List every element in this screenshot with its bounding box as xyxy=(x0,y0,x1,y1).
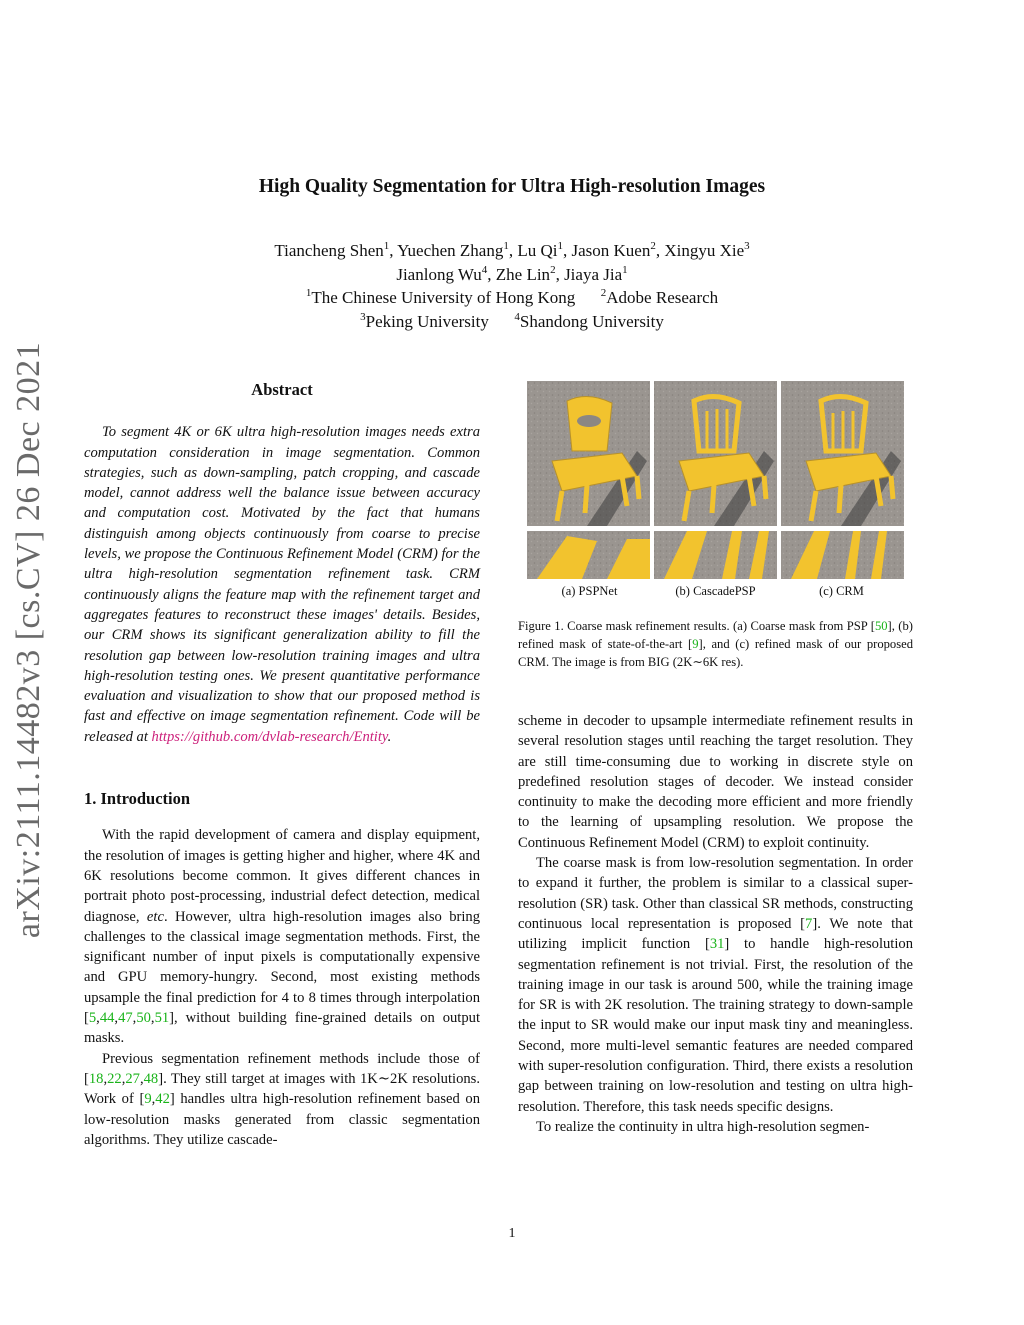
affiliation-name: Adobe Research xyxy=(606,288,719,307)
page-number: 1 xyxy=(508,1226,516,1241)
right-paragraph-1: scheme in decoder to upsample intermediate refinement results in several resolution stages until reaching the target resolution. They are still time-consuming due to working in discrete style on predefined resolution stages of decoder. We instead consider continuity to make the decoding more efficient and more friendly to the learning of upsampling resolution. We propose the Continuous Refinement Model (CRM) to exploit continuity. xyxy=(518,713,913,851)
image-pspnet xyxy=(527,381,650,526)
affiliation-name: Shandong University xyxy=(519,312,664,331)
author-line-2: Jianlong Wu$^4$, Zhe Lin$^2$, Jiaya Jia$^1$ xyxy=(396,264,628,284)
abstract-text: To segment 4K or 6K ultra high-resolution images needs extra computation consideration in image segmentation. Common strategies, such as down-sampling, patch cropping, and cascade model, cannot address well the balance issue between accuracy and computation cost. Motivated by the fact that humans distinguish among objects continuously from coarse to precise levels, we propose the Continuous Refinement Model (CRM) for the ultra high-resolution segmentation refinement task. CRM continuously aligns the feature map with the refinement target and aggregates features to reconstruct these images' details. Besides, our CRM shows its significant generalization ability to fill the resolution gap between low-resolution training images and ultra high-resolution testing ones. We present quantitative performance evaluation and visualization to show that our proposed method is fast and effective on image segmentation refinement. Code will be released at https://github.com/dvlab-research/Entity. xyxy=(84,424,480,745)
affiliation-line-1 xyxy=(0,288,1024,308)
author-name: Zhe Lin xyxy=(495,265,551,284)
citation[interactable]: 42 xyxy=(155,1091,170,1108)
right-paragraph-3: To realize the continuity in ultra high-resolution segmen- xyxy=(536,1118,870,1135)
author-line-1: Tiancheng Shen$^1$, Yuechen Zhang$^1$, Lu Qi$^1$, Jason Kuen$^2$, Xingyu Xie$^3$ xyxy=(274,240,750,260)
citation[interactable]: 5 xyxy=(88,1010,97,1027)
citation[interactable]: 47 xyxy=(118,1010,133,1027)
affiliation-name: The Chinese University of Hong Kong xyxy=(311,288,576,307)
author-name: Jianlong Wu xyxy=(396,265,482,284)
code-link[interactable]: https://github.com/dvlab-research/Entity xyxy=(151,728,388,745)
right-column xyxy=(518,711,913,1137)
figure-caption: Figure 1. Coarse mask refinement results. (a) Coarse mask from PSP [50], (b) refined mask of state-of-the-art [9], and (c) refined mask of our proposed CRM. The image is from BIG (2K∼6K res). xyxy=(518,619,914,669)
citation[interactable]: 9 xyxy=(144,1091,152,1108)
author-affil-mark: 1 xyxy=(557,240,563,252)
figure-1-images xyxy=(527,381,904,581)
figure-label-b: (b) CascadePSP xyxy=(675,584,756,598)
citation[interactable]: 18 xyxy=(88,1070,104,1087)
intro-paragraph-1: With the rapid development of camera and display equipment, the resolution of images is getting higher and higher, where 4K and 6K resolutions become common. It gives different chances in portrait photo post-processing, industrial defect detection, medical diagnose, etc. However, ultra high-resolution images also bring challenges to the classical image segmentation methods. First, the significant number of input pixels is computationally expensive and GPU memory-hungry. Second, most existing methods upsample the final prediction for 4 to 8 times through interpolation [5,44,47,50,51], without building fine-grained details on output masks. xyxy=(84,827,480,1047)
intro-paragraph-2: Previous segmentation refinement methods include those of [18,22,27,48]. They still target at images with 1K∼2K resolutions. Work of [9,42] handles ultra high-resolution refinement based on low-resolution masks generated from classic segmentation algorithms. They utilize cascade- xyxy=(84,1050,480,1148)
author-name: Xingyu Xie xyxy=(664,241,745,260)
image-crm xyxy=(781,381,904,526)
author-affil-mark: 1 xyxy=(383,240,390,252)
section-heading-introduction: 1. Introduction xyxy=(84,789,191,809)
author-name: Yuechen Zhang xyxy=(397,241,504,260)
left-column xyxy=(84,380,480,1150)
citation[interactable]: 9 xyxy=(692,636,699,651)
affiliation-name: Peking University xyxy=(365,312,489,331)
citation[interactable]: 50 xyxy=(874,619,888,633)
citation[interactable]: 44 xyxy=(99,1010,115,1027)
zoom-crops xyxy=(527,531,904,579)
citation[interactable]: 27 xyxy=(125,1070,140,1087)
citation[interactable]: 48 xyxy=(143,1070,159,1087)
citation[interactable]: 7 xyxy=(805,915,813,932)
arxiv-identifier: arXiv:2111.14482v3 [cs.CV] 26 Dec 2021 xyxy=(10,341,47,939)
paper-title: High Quality Segmentation for Ultra High-resolution Images xyxy=(258,176,766,197)
author-name: Lu Qi xyxy=(517,241,558,260)
affiliation-mark: 1 xyxy=(305,287,312,299)
author-affil-mark: 1 xyxy=(503,240,509,252)
citation[interactable]: 31 xyxy=(709,936,725,953)
author-affil-mark: 3 xyxy=(744,240,750,252)
author-affil-mark: 4 xyxy=(481,264,488,276)
citation[interactable]: 51 xyxy=(154,1010,170,1027)
author-name: Jiaya Jia xyxy=(564,265,623,284)
right-paragraph-2: The coarse mask is from low-resolution segmentation. In order to expand it further, the problem is similar to a classical super-resolution (SR) task. Other than classical SR methods, constructing continuous local representation is proposed [7]. We note that utilizing implicit function [31] to handle high-resolution segmentation refinement is not trivial. First, the resolution of the training image in our task is around 500, while the training image for SR is with 2K resolution. The training strategy to down-sample the input to SR would make our input mask tiny and meaningless. Second, more multi-level semantic features are needed compared with super-resolution configuration. Third, there exists a resolution gap between training on low-resolution and testing on ultra high-resolution. Therefore, this task needs specific designs. xyxy=(518,855,913,1115)
affiliation-line-2 xyxy=(0,312,1024,332)
author-affil-mark: 2 xyxy=(650,240,656,252)
figure-label-a: (a) PSPNet xyxy=(561,584,618,598)
figure-1 xyxy=(527,381,904,601)
citation[interactable]: 50 xyxy=(136,1010,151,1027)
citation[interactable]: 22 xyxy=(107,1070,122,1087)
affiliation-mark: 2 xyxy=(600,287,607,299)
affiliation-mark: 3 xyxy=(360,311,366,323)
author-affil-mark: 2 xyxy=(550,264,556,276)
abstract-heading: Abstract xyxy=(251,380,313,399)
image-cascadepsp xyxy=(654,381,777,526)
author-name: Jason Kuen xyxy=(571,241,651,260)
affiliation-mark: 4 xyxy=(514,311,520,323)
figure-label-c: (c) CRM xyxy=(819,584,864,598)
author-name: Tiancheng Shen xyxy=(274,241,384,260)
author-affil-mark: 1 xyxy=(622,264,628,276)
